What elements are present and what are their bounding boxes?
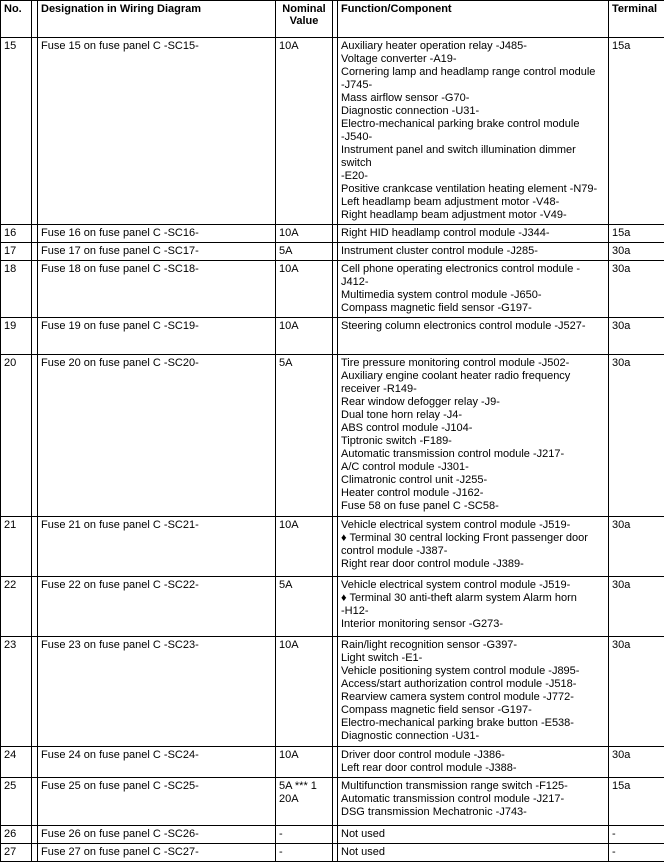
function-component — [338, 261, 609, 318]
function-component — [338, 826, 609, 844]
fuse-designation — [38, 844, 276, 862]
terminal-value-text: - — [612, 846, 661, 859]
table-body — [1, 38, 664, 862]
terminal-value — [609, 225, 664, 243]
fuse-number — [1, 747, 32, 778]
terminal-value-text: 30a — [612, 263, 661, 276]
nominal-value — [276, 318, 333, 355]
fuse-number — [1, 355, 32, 517]
terminal-value — [609, 826, 664, 844]
terminal-value-text: 30a — [612, 749, 661, 762]
header-function: Function/Component — [338, 1, 609, 38]
fuse-number — [1, 844, 32, 862]
nominal-value — [276, 225, 333, 243]
nominal-value-text: - — [279, 846, 329, 859]
fuse-number-text: 18 — [4, 263, 28, 276]
function-component-text: Driver door control module -J386- Left rear door control module -J388- — [341, 749, 605, 775]
fuse-number — [1, 517, 32, 577]
fuse-number — [1, 577, 32, 637]
terminal-value — [609, 318, 664, 355]
table-header-row — [1, 1, 664, 38]
terminal-value — [609, 38, 664, 225]
function-component — [338, 747, 609, 778]
function-component — [338, 577, 609, 637]
terminal-value-text: 30a — [612, 639, 661, 652]
fuse-designation-text: Fuse 22 on fuse panel C -SC22- — [41, 579, 272, 592]
nominal-value — [276, 826, 333, 844]
table-row — [1, 826, 664, 844]
fuse-number-text: 21 — [4, 519, 28, 532]
terminal-value — [609, 243, 664, 261]
fuse-designation — [38, 517, 276, 577]
fuse-number — [1, 637, 32, 747]
fuse-number — [1, 243, 32, 261]
fuse-designation-text: Fuse 23 on fuse panel C -SC23- — [41, 639, 272, 652]
terminal-value — [609, 355, 664, 517]
function-component-text: Not used — [341, 828, 605, 841]
function-component-text: Instrument cluster control module -J285- — [341, 245, 605, 258]
fuse-designation-text: Fuse 27 on fuse panel C -SC27- — [41, 846, 272, 859]
nominal-value-text: 5A — [279, 245, 329, 258]
nominal-value-text: 10A — [279, 320, 329, 333]
header-terminal: Terminal — [609, 1, 664, 38]
fuse-number-text: 26 — [4, 828, 28, 841]
function-component — [338, 637, 609, 747]
table-row — [1, 355, 664, 517]
nominal-value-text: 10A — [279, 749, 329, 762]
terminal-value-text: 15a — [612, 227, 661, 240]
fuse-designation-text: Fuse 16 on fuse panel C -SC16- — [41, 227, 272, 240]
function-component-text: Steering column electronics control module -J527- — [341, 320, 605, 333]
table-row — [1, 318, 664, 355]
nominal-value-text: 10A — [279, 519, 329, 532]
nominal-value-text: 10A — [279, 40, 329, 53]
nominal-value — [276, 844, 333, 862]
terminal-value — [609, 747, 664, 778]
terminal-value-text: 30a — [612, 519, 661, 532]
fuse-designation-text: Fuse 19 on fuse panel C -SC19- — [41, 320, 272, 333]
fuse-number-text: 25 — [4, 780, 28, 793]
fuse-designation — [38, 826, 276, 844]
fuse-number-text: 15 — [4, 40, 28, 53]
fuse-number — [1, 778, 32, 826]
table-row — [1, 243, 664, 261]
fuse-designation — [38, 637, 276, 747]
fuse-number — [1, 318, 32, 355]
header-designation: Designation in Wiring Diagram — [38, 1, 276, 38]
fuse-number-text: 19 — [4, 320, 28, 333]
fuse-designation — [38, 261, 276, 318]
fuse-designation-text: Fuse 18 on fuse panel C -SC18- — [41, 263, 272, 276]
fuse-designation — [38, 38, 276, 225]
terminal-value-text: 15a — [612, 40, 661, 53]
terminal-value-text: 30a — [612, 320, 661, 333]
fuse-number-text: 16 — [4, 227, 28, 240]
fuse-designation-text: Fuse 20 on fuse panel C -SC20- — [41, 357, 272, 370]
fuse-number — [1, 38, 32, 225]
nominal-value-text: 5A *** 1 20A — [279, 780, 329, 806]
terminal-value-text: 15a — [612, 780, 661, 793]
nominal-value-text: 5A — [279, 357, 329, 370]
fuse-designation — [38, 225, 276, 243]
function-component-text: Vehicle electrical system control module -J519- ♦ Terminal 30 central locking Front passenger door control module -J387- Right rear door control module -J389- — [341, 519, 605, 571]
terminal-value-text: 30a — [612, 579, 661, 592]
terminal-value — [609, 844, 664, 862]
terminal-value — [609, 637, 664, 747]
function-component — [338, 844, 609, 862]
nominal-value-text: 5A — [279, 579, 329, 592]
nominal-value — [276, 355, 333, 517]
nominal-value — [276, 261, 333, 318]
terminal-value-text: - — [612, 828, 661, 841]
function-component — [338, 318, 609, 355]
function-component-text: Right HID headlamp control module -J344- — [341, 227, 605, 240]
table-row — [1, 261, 664, 318]
table-row — [1, 778, 664, 826]
header-nominal: Nominal Value — [276, 1, 333, 38]
function-component-text: Tire pressure monitoring control module -J502- Auxiliary engine coolant heater radio frequency receiver -R149- Rear window defogger relay -J9- Dual tone horn relay -J4- ABS control module -J104- Tiptronic switch -F189- Automatic transmission control module -J217- A/C control module -J301- Climatronic control unit -J255- Heater control module -J162- Fuse 58 on fuse panel C -SC58- — [341, 357, 605, 513]
function-component-text: Auxiliary heater operation relay -J485- Voltage converter -A19- Cornering lamp and headlamp range control module -J745- Mass airflow sensor -G70- Diagnostic connection -U31- Electro-mechanical parking brake control module -J540- Instrument panel and switch illumination dimmer switch -E20- Positive crankcase ventilation heating element -N79- Left headlamp beam adjustment motor -V48- Right headlamp beam adjustment motor -V49- — [341, 40, 605, 222]
nominal-value — [276, 778, 333, 826]
function-component-text: Multifunction transmission range switch -F125- Automatic transmission control module -J217- DSG transmission Mechatronic -J743- — [341, 780, 605, 819]
nominal-value — [276, 747, 333, 778]
function-component-text: Vehicle electrical system control module -J519- ♦ Terminal 30 anti-theft alarm system Alarm horn -H12- Interior monitoring sensor -G273- — [341, 579, 605, 631]
fuse-number-text: 22 — [4, 579, 28, 592]
table-row — [1, 577, 664, 637]
fuse-designation — [38, 577, 276, 637]
function-component — [338, 38, 609, 225]
terminal-value-text: 30a — [612, 357, 661, 370]
table-row — [1, 225, 664, 243]
nominal-value — [276, 577, 333, 637]
function-component — [338, 243, 609, 261]
fuse-number — [1, 826, 32, 844]
fuse-designation-text: Fuse 25 on fuse panel C -SC25- — [41, 780, 272, 793]
fuse-designation — [38, 778, 276, 826]
fuse-designation — [38, 747, 276, 778]
nominal-value — [276, 38, 333, 225]
table-row — [1, 844, 664, 862]
nominal-value-text: 10A — [279, 263, 329, 276]
function-component-text: Rain/light recognition sensor -G397- Light switch -E1- Vehicle positioning system control module -J895- Access/start authorization control module -J518- Rearview camera system control module -J772- Compass magnetic field sensor -G197- Electro-mechanical parking brake button -E538- Diagnostic connection -U31- — [341, 639, 605, 743]
terminal-value — [609, 517, 664, 577]
fuse-designation-text: Fuse 15 on fuse panel C -SC15- — [41, 40, 272, 53]
nominal-value-text: 10A — [279, 639, 329, 652]
function-component — [338, 225, 609, 243]
fuse-number-text: 23 — [4, 639, 28, 652]
terminal-value — [609, 778, 664, 826]
fuse-number — [1, 261, 32, 318]
nominal-value — [276, 637, 333, 747]
fuse-designation-text: Fuse 17 on fuse panel C -SC17- — [41, 245, 272, 258]
fuse-number-text: 24 — [4, 749, 28, 762]
nominal-value-text: 10A — [279, 227, 329, 240]
terminal-value — [609, 261, 664, 318]
fuse-designation — [38, 318, 276, 355]
fuse-designation-text: Fuse 24 on fuse panel C -SC24- — [41, 749, 272, 762]
function-component-text: Not used — [341, 846, 605, 859]
fuse-number-text: 20 — [4, 357, 28, 370]
fuse-designation — [38, 243, 276, 261]
fuse-number-text: 27 — [4, 846, 28, 859]
fuse-number — [1, 225, 32, 243]
fuse-designation-text: Fuse 26 on fuse panel C -SC26- — [41, 828, 272, 841]
fuse-designation-text: Fuse 21 on fuse panel C -SC21- — [41, 519, 272, 532]
nominal-value — [276, 517, 333, 577]
nominal-value-text: - — [279, 828, 329, 841]
terminal-value — [609, 577, 664, 637]
function-component-text: Cell phone operating electronics control module -J412- Multimedia system control module -J650- Compass magnetic field sensor -G197- — [341, 263, 605, 315]
table-row — [1, 637, 664, 747]
header-no: No. — [1, 1, 32, 38]
nominal-value — [276, 243, 333, 261]
fuse-designation — [38, 355, 276, 517]
table-row — [1, 38, 664, 225]
function-component — [338, 517, 609, 577]
terminal-value-text: 30a — [612, 245, 661, 258]
table-row — [1, 747, 664, 778]
function-component — [338, 355, 609, 517]
table-row — [1, 517, 664, 577]
fuse-number-text: 17 — [4, 245, 28, 258]
function-component — [338, 778, 609, 826]
